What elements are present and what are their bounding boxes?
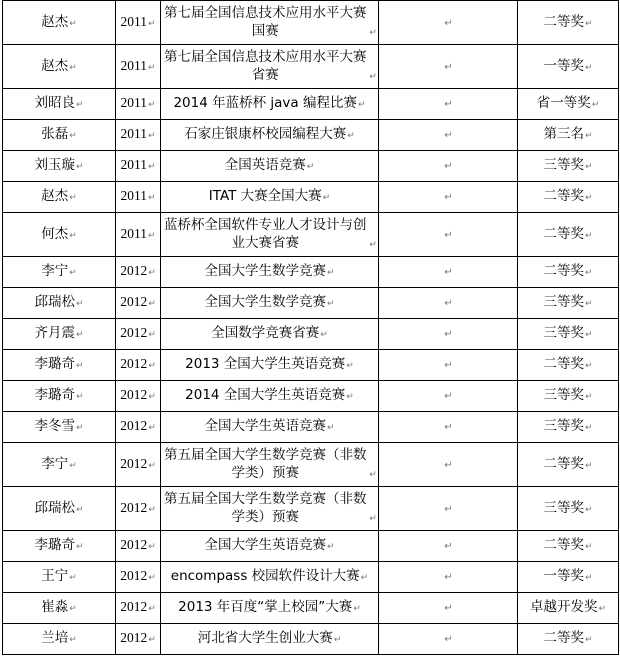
student-name-cell <box>3 319 116 350</box>
paragraph-mark-icon: ↵ <box>584 18 593 29</box>
table-row <box>3 319 619 350</box>
award-text: 二等奖 <box>543 455 584 472</box>
year-cell <box>116 213 161 257</box>
paragraph-mark-icon: ↵ <box>326 299 335 309</box>
name-text: 赵杰 <box>41 188 69 204</box>
paragraph-mark-icon: ↵ <box>147 193 156 203</box>
competition-text: 全国大学生英语竞赛 <box>204 537 326 553</box>
competition-text: 2013 全国大学生英语竞赛 <box>185 356 346 372</box>
paragraph-mark-icon: ↵ <box>69 268 77 278</box>
paragraph-mark-icon: ↵ <box>69 573 77 583</box>
competition-cell <box>161 257 379 288</box>
paragraph-mark-icon: ↵ <box>347 131 355 141</box>
award-cell <box>518 45 619 89</box>
competition-text: 第七届全国信息技术应用水平大赛省赛 <box>163 48 367 83</box>
student-name-cell <box>3 182 116 213</box>
award-text: 三等奖 <box>543 387 584 403</box>
paragraph-mark-icon: ↵ <box>148 504 156 515</box>
competition-cell <box>161 562 379 593</box>
table-row <box>3 412 619 443</box>
paragraph-mark-icon: ↵ <box>444 298 453 309</box>
competition-cell <box>161 182 379 213</box>
award-cell <box>518 257 619 288</box>
paragraph-mark-icon: ↵ <box>444 61 453 73</box>
year-cell <box>116 89 161 120</box>
competition-cell <box>161 381 379 412</box>
blank-cell <box>379 45 518 89</box>
name-text: 张磊 <box>41 126 69 142</box>
award-text: 三等奖 <box>543 418 584 434</box>
blank-cell <box>379 213 518 257</box>
competition-cell <box>161 531 379 562</box>
year-text: 2012 <box>120 356 148 371</box>
award-text: 二等奖 <box>543 630 584 646</box>
paragraph-mark-icon: ↵ <box>147 62 156 73</box>
blank-cell <box>379 1 518 45</box>
award-text: 第三名 <box>543 126 584 142</box>
award-text: 二等奖 <box>543 188 584 204</box>
paragraph-mark-icon: ↵ <box>333 635 342 645</box>
paragraph-mark-icon: ↵ <box>444 161 453 172</box>
year-text: 2012 <box>120 263 148 278</box>
paragraph-mark-icon: ↵ <box>306 162 315 172</box>
name-text: 李宁 <box>41 455 69 472</box>
paragraph-mark-icon: ↵ <box>75 299 84 309</box>
paragraph-mark-icon: ↵ <box>148 392 156 402</box>
competition-cell <box>161 89 379 120</box>
paragraph-mark-icon: ↵ <box>75 542 84 552</box>
paragraph-mark-icon: ↵ <box>148 268 156 278</box>
paragraph-mark-icon: ↵ <box>584 162 593 172</box>
paragraph-mark-icon: ↵ <box>75 504 84 515</box>
paragraph-mark-icon: ↵ <box>69 18 77 29</box>
award-cell <box>518 487 619 531</box>
paragraph-mark-icon: ↵ <box>444 329 453 340</box>
paragraph-mark-icon: ↵ <box>444 459 453 471</box>
paragraph-mark-icon: ↵ <box>584 268 593 278</box>
paragraph-mark-icon: ↵ <box>369 469 377 480</box>
paragraph-mark-icon: ↵ <box>69 193 77 203</box>
student-name-cell <box>3 562 116 593</box>
blank-cell <box>379 288 518 319</box>
competition-text: 第五届全国大学生数学竞赛（非数学类）预赛 <box>163 490 367 525</box>
blank-cell <box>379 319 518 350</box>
paragraph-mark-icon: ↵ <box>69 604 77 614</box>
competition-cell <box>161 487 379 531</box>
paragraph-mark-icon: ↵ <box>444 17 453 29</box>
competition-text: 全国数学竞赛省赛 <box>211 325 320 341</box>
paragraph-mark-icon: ↵ <box>360 573 369 583</box>
year-cell <box>116 45 161 89</box>
paragraph-mark-icon: ↵ <box>147 230 156 241</box>
award-cell <box>518 213 619 257</box>
paragraph-mark-icon: ↵ <box>584 361 593 371</box>
name-text: 李璐奇 <box>34 537 75 553</box>
paragraph-mark-icon: ↵ <box>584 392 593 402</box>
award-text: 省一等奖 <box>536 95 591 111</box>
year-cell <box>116 624 161 655</box>
blank-cell <box>379 89 518 120</box>
table-row <box>3 45 619 89</box>
name-text: 刘昭良 <box>34 95 75 111</box>
table-row <box>3 120 619 151</box>
competition-cell <box>161 151 379 182</box>
student-name-cell <box>3 443 116 487</box>
student-name-cell <box>3 624 116 655</box>
year-text: 2011 <box>120 188 147 203</box>
blank-cell <box>379 487 518 531</box>
competition-cell <box>161 120 379 151</box>
table-row <box>3 182 619 213</box>
paragraph-mark-icon: ↵ <box>353 604 361 614</box>
award-cell <box>518 412 619 443</box>
table-row <box>3 593 619 624</box>
paragraph-mark-icon: ↵ <box>320 330 328 340</box>
paragraph-mark-icon: ↵ <box>584 542 593 552</box>
paragraph-mark-icon: ↵ <box>148 635 156 645</box>
award-cell <box>518 120 619 151</box>
table-row <box>3 562 619 593</box>
year-cell <box>116 350 161 381</box>
competition-text: encompass 校园软件设计大赛 <box>170 568 360 584</box>
paragraph-mark-icon: ↵ <box>346 392 354 402</box>
paragraph-mark-icon: ↵ <box>444 192 453 203</box>
blank-cell <box>379 531 518 562</box>
paragraph-mark-icon: ↵ <box>148 423 156 433</box>
blank-cell <box>379 562 518 593</box>
paragraph-mark-icon: ↵ <box>326 268 335 278</box>
paragraph-mark-icon: ↵ <box>584 131 593 141</box>
paragraph-mark-icon: ↵ <box>444 391 453 402</box>
competition-text: 全国大学生数学竞赛 <box>204 294 326 310</box>
student-name-cell <box>3 120 116 151</box>
blank-cell <box>379 443 518 487</box>
paragraph-mark-icon: ↵ <box>147 131 156 141</box>
paragraph-mark-icon: ↵ <box>75 361 84 371</box>
award-cell <box>518 562 619 593</box>
paragraph-mark-icon: ↵ <box>598 604 607 614</box>
paragraph-mark-icon: ↵ <box>444 130 453 141</box>
paragraph-mark-icon: ↵ <box>148 573 156 583</box>
paragraph-mark-icon: ↵ <box>357 100 366 110</box>
competition-cell <box>161 45 379 89</box>
name-text: 王宁 <box>41 568 69 584</box>
year-text: 2012 <box>120 499 148 515</box>
award-cell <box>518 89 619 120</box>
paragraph-mark-icon: ↵ <box>584 299 593 309</box>
paragraph-mark-icon: ↵ <box>148 604 156 614</box>
award-text: 二等奖 <box>543 225 584 242</box>
award-cell <box>518 182 619 213</box>
paragraph-mark-icon: ↵ <box>75 100 84 110</box>
blank-cell <box>379 151 518 182</box>
student-name-cell <box>3 412 116 443</box>
paragraph-mark-icon: ↵ <box>69 230 77 241</box>
year-text: 2011 <box>120 225 147 241</box>
paragraph-mark-icon: ↵ <box>326 542 335 552</box>
paragraph-mark-icon: ↵ <box>75 330 84 340</box>
blank-cell <box>379 350 518 381</box>
paragraph-mark-icon: ↵ <box>584 193 593 203</box>
award-cell <box>518 531 619 562</box>
name-text: 崔淼 <box>41 599 69 615</box>
paragraph-mark-icon: ↵ <box>591 100 600 110</box>
competition-cell <box>161 288 379 319</box>
name-text: 何杰 <box>41 225 69 242</box>
blank-cell <box>379 120 518 151</box>
year-text: 2012 <box>120 387 148 402</box>
paragraph-mark-icon: ↵ <box>369 513 377 524</box>
table-row <box>3 531 619 562</box>
year-cell <box>116 319 161 350</box>
paragraph-mark-icon: ↵ <box>584 573 593 583</box>
name-text: 兰培 <box>41 630 69 646</box>
award-cell <box>518 288 619 319</box>
table-row <box>3 89 619 120</box>
competition-text: 第五届全国大学生数学竞赛（非数学类）预赛 <box>163 446 367 481</box>
student-name-cell <box>3 531 116 562</box>
paragraph-mark-icon: ↵ <box>584 635 593 645</box>
paragraph-mark-icon: ↵ <box>147 100 156 110</box>
year-text: 2011 <box>120 57 147 73</box>
student-name-cell <box>3 593 116 624</box>
paragraph-mark-icon: ↵ <box>75 162 84 172</box>
name-text: 赵杰 <box>41 57 69 74</box>
award-text: 二等奖 <box>543 356 584 372</box>
award-cell <box>518 319 619 350</box>
paragraph-mark-icon: ↵ <box>369 71 377 82</box>
year-cell <box>116 487 161 531</box>
student-name-cell <box>3 288 116 319</box>
competition-cell <box>161 443 379 487</box>
competition-text: 2014 全国大学生英语竞赛 <box>185 387 346 403</box>
year-text: 2011 <box>120 157 147 172</box>
paragraph-mark-icon: ↵ <box>147 162 156 172</box>
year-text: 2012 <box>120 599 148 614</box>
competition-cell <box>161 593 379 624</box>
year-text: 2012 <box>120 294 148 309</box>
competition-text: 第七届全国信息技术应用水平大赛国赛 <box>163 4 367 39</box>
year-text: 2011 <box>120 95 147 110</box>
paragraph-mark-icon: ↵ <box>69 635 77 645</box>
competition-text: 全国大学生数学竞赛 <box>204 263 326 279</box>
blank-cell <box>379 257 518 288</box>
award-text: 二等奖 <box>543 13 584 30</box>
table-row <box>3 443 619 487</box>
student-name-cell <box>3 350 116 381</box>
blank-cell <box>379 624 518 655</box>
blank-cell <box>379 593 518 624</box>
paragraph-mark-icon: ↵ <box>584 504 593 515</box>
paragraph-mark-icon: ↵ <box>584 62 593 73</box>
competition-text: 2013 年百度“掌上校园”大赛 <box>178 599 353 615</box>
paragraph-mark-icon: ↵ <box>369 27 377 38</box>
competition-cell <box>161 213 379 257</box>
year-text: 2012 <box>120 630 148 645</box>
paragraph-mark-icon: ↵ <box>444 634 453 645</box>
paragraph-mark-icon: ↵ <box>148 330 156 340</box>
paragraph-mark-icon: ↵ <box>148 361 156 371</box>
student-name-cell <box>3 213 116 257</box>
paragraph-mark-icon: ↵ <box>75 392 84 402</box>
award-text: 三等奖 <box>543 499 584 516</box>
year-cell <box>116 443 161 487</box>
award-text: 三等奖 <box>543 294 584 310</box>
competition-text: 河北省大学生创业大赛 <box>197 630 333 646</box>
competition-cell <box>161 412 379 443</box>
paragraph-mark-icon: ↵ <box>444 360 453 371</box>
year-cell <box>116 182 161 213</box>
paragraph-mark-icon: ↵ <box>75 423 84 433</box>
competition-text: 石家庄银康杯校园编程大赛 <box>184 126 347 142</box>
competition-text: 全国英语竞赛 <box>224 157 306 173</box>
year-cell <box>116 381 161 412</box>
competition-text: 全国大学生英语竞赛 <box>204 418 326 434</box>
paragraph-mark-icon: ↵ <box>148 542 156 552</box>
table-row <box>3 350 619 381</box>
paragraph-mark-icon: ↵ <box>444 603 453 614</box>
year-cell <box>116 531 161 562</box>
blank-cell <box>379 412 518 443</box>
paragraph-mark-icon: ↵ <box>444 422 453 433</box>
award-cell <box>518 1 619 45</box>
paragraph-mark-icon: ↵ <box>584 460 593 471</box>
award-cell <box>518 350 619 381</box>
year-cell <box>116 412 161 443</box>
student-name-cell <box>3 257 116 288</box>
competition-cell <box>161 319 379 350</box>
student-name-cell <box>3 89 116 120</box>
award-cell <box>518 624 619 655</box>
paragraph-mark-icon: ↵ <box>69 131 77 141</box>
paragraph-mark-icon: ↵ <box>147 18 156 29</box>
award-cell <box>518 151 619 182</box>
paragraph-mark-icon: ↵ <box>584 423 593 433</box>
year-cell <box>116 151 161 182</box>
award-text: 一等奖 <box>543 568 584 584</box>
award-cell <box>518 381 619 412</box>
name-text: 李冬雪 <box>34 418 75 434</box>
competition-cell <box>161 1 379 45</box>
name-text: 李璐奇 <box>34 356 75 372</box>
paragraph-mark-icon: ↵ <box>444 541 453 552</box>
year-cell <box>116 257 161 288</box>
paragraph-mark-icon: ↵ <box>148 460 156 471</box>
table-row <box>3 381 619 412</box>
award-text: 三等奖 <box>543 157 584 173</box>
award-cell <box>518 593 619 624</box>
table-row <box>3 487 619 531</box>
competition-text: ITAT 大赛全国大赛 <box>208 188 322 204</box>
competition-text: 蓝桥杯全国软件专业人才设计与创业大赛省赛 <box>163 216 367 251</box>
name-text: 赵杰 <box>41 13 69 30</box>
year-cell <box>116 593 161 624</box>
paragraph-mark-icon: ↵ <box>326 423 335 433</box>
year-cell <box>116 288 161 319</box>
awards-table <box>2 0 619 655</box>
paragraph-mark-icon: ↵ <box>322 193 331 203</box>
table-row <box>3 257 619 288</box>
year-text: 2012 <box>120 455 148 471</box>
name-text: 李璐奇 <box>34 387 75 403</box>
award-cell <box>518 443 619 487</box>
name-text: 李宁 <box>41 263 69 279</box>
paragraph-mark-icon: ↵ <box>444 229 453 241</box>
year-text: 2012 <box>120 537 148 552</box>
award-text: 一等奖 <box>543 57 584 74</box>
paragraph-mark-icon: ↵ <box>69 62 77 73</box>
paragraph-mark-icon: ↵ <box>369 239 377 250</box>
paragraph-mark-icon: ↵ <box>444 99 453 110</box>
year-cell <box>116 120 161 151</box>
student-name-cell <box>3 487 116 531</box>
student-name-cell <box>3 1 116 45</box>
paragraph-mark-icon: ↵ <box>346 361 354 371</box>
award-text: 三等奖 <box>543 325 584 341</box>
award-text: 二等奖 <box>543 537 584 553</box>
table-row <box>3 288 619 319</box>
blank-cell <box>379 182 518 213</box>
competition-cell <box>161 624 379 655</box>
paragraph-mark-icon: ↵ <box>584 230 593 241</box>
paragraph-mark-icon: ↵ <box>444 503 453 515</box>
paragraph-mark-icon: ↵ <box>69 460 77 471</box>
competition-cell <box>161 350 379 381</box>
paragraph-mark-icon: ↵ <box>444 572 453 583</box>
table-row <box>3 151 619 182</box>
year-text: 2012 <box>120 418 148 433</box>
student-name-cell <box>3 151 116 182</box>
year-cell <box>116 1 161 45</box>
award-text: 二等奖 <box>543 263 584 279</box>
awards-table-body <box>3 1 619 655</box>
year-text: 2012 <box>120 325 148 340</box>
year-cell <box>116 562 161 593</box>
name-text: 刘玉璇 <box>34 157 75 173</box>
award-text: 卓越开发奖 <box>529 599 598 615</box>
name-text: 齐月震 <box>34 325 75 341</box>
year-text: 2012 <box>120 568 148 583</box>
competition-text: 2014 年蓝桥杯 java 编程比赛 <box>173 95 357 111</box>
student-name-cell <box>3 381 116 412</box>
paragraph-mark-icon: ↵ <box>148 299 156 309</box>
year-text: 2011 <box>120 126 147 141</box>
student-name-cell <box>3 45 116 89</box>
year-text: 2011 <box>120 13 147 29</box>
name-text: 邱瑞松 <box>34 499 75 516</box>
table-row <box>3 624 619 655</box>
paragraph-mark-icon: ↵ <box>584 330 593 340</box>
table-row <box>3 1 619 45</box>
name-text: 邱瑞松 <box>34 294 75 310</box>
paragraph-mark-icon: ↵ <box>444 267 453 278</box>
blank-cell <box>379 381 518 412</box>
table-row <box>3 213 619 257</box>
